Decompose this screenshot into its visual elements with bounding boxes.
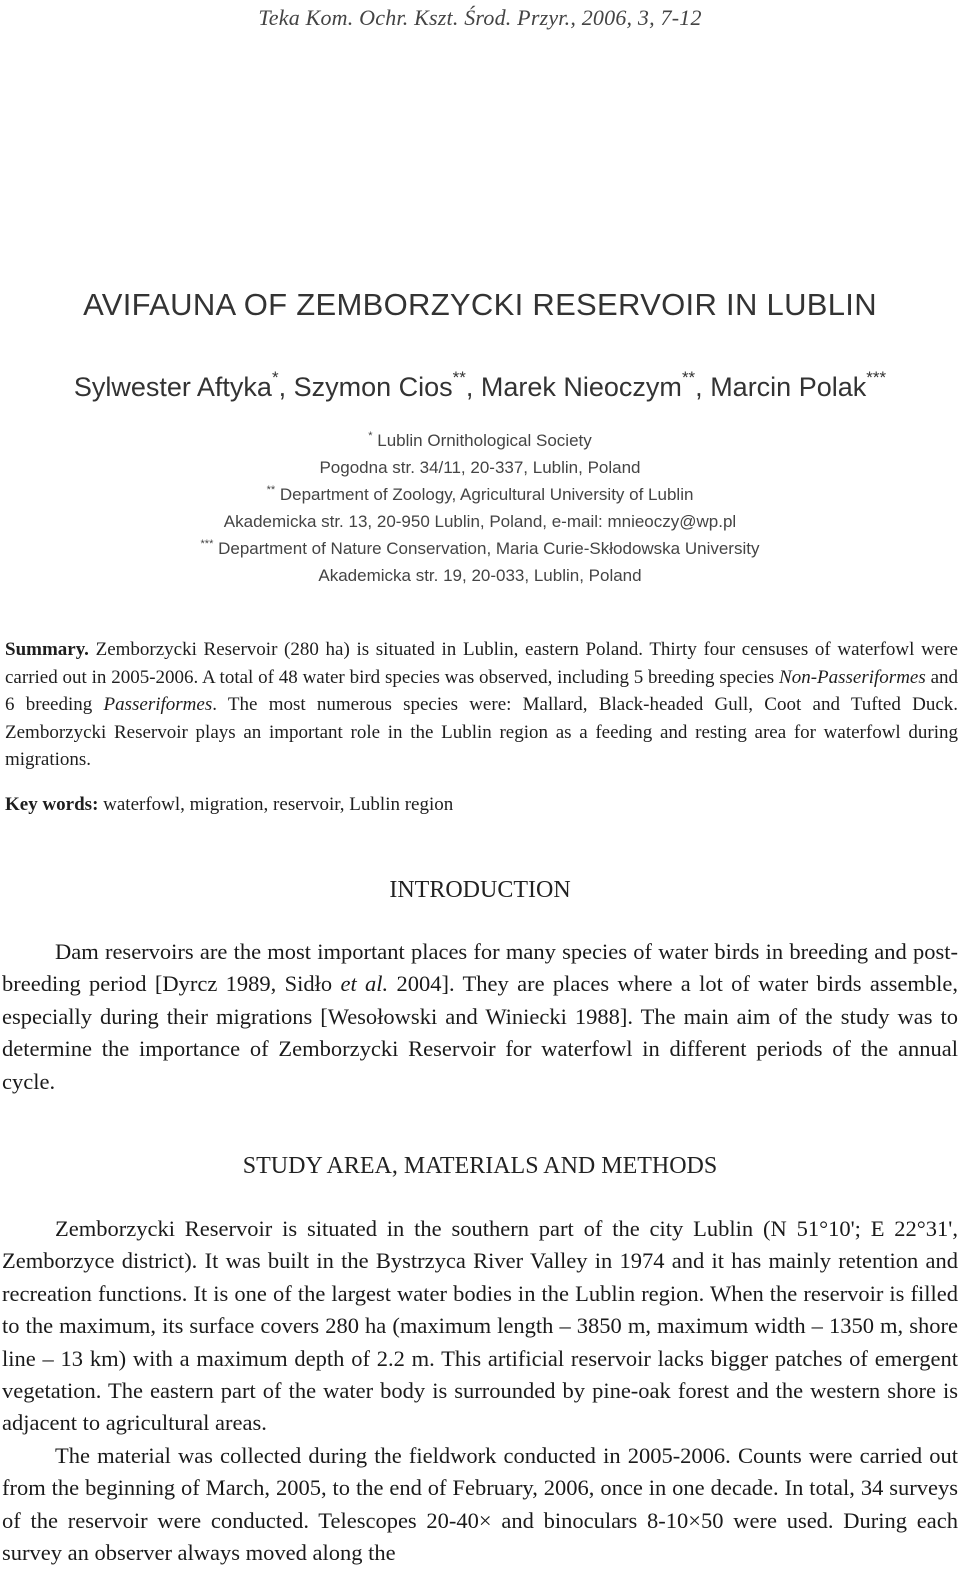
- study-area-paragraph: Zemborzycki Reservoir is situated in the southern part of the city Lublin (N 51°10'; E 22°31', Zemborzyce district). It was built in the Bystrzyca River Valley in 1974 and it has mainly retention and recreation functions. It is one of the largest water bodies in the Lublin region. When the reservoir is filled to the maximum, its surface covers 280 ha (maximum length – 3850 m, maximum width – 1350 m, shore line – 13 km) with a maximum depth of 2.2 m. This artificial reservoir lacks bigger patches of emergent vegetation. The eastern part of the water body is surrounded by pine-oak forest and the western shore is adjacent to agricultural areas.: [2, 1216, 958, 1436]
- section-heading-introduction: INTRODUCTION: [389, 877, 571, 903]
- affiliation-line: Akademicka str. 19, 20-033, Lublin, Poland: [318, 566, 642, 585]
- affiliation-line: Akademicka str. 13, 20-950 Lublin, Poland, e-mail: mnieoczy@wp.pl: [223, 512, 737, 531]
- affiliation-line: Pogodna str. 34/11, 20-337, Lublin, Poland: [319, 458, 641, 477]
- section-heading-study-area: STUDY AREA, MATERIALS AND METHODS: [242, 1153, 718, 1179]
- taxon-name: Passeriformes: [103, 694, 213, 716]
- keywords-label: Key words:: [5, 794, 99, 815]
- author-name: Marcin Polak: [710, 372, 867, 402]
- author-mark: **: [681, 368, 696, 387]
- affiliation-mark: ***: [200, 538, 214, 550]
- summary-label: Summary.: [5, 639, 89, 660]
- author-list: Sylwester Aftyka*, Szymon Cios**, Marek Nieoczym**, Marcin Polak***: [73, 368, 887, 402]
- introduction-paragraph: Dam reservoirs are the most important places for many species of water birds in breeding and post-breeding period [Dyrcz 1989, Sidło et al. 2004]. They are places where a lot of water birds assemble, especially during their migrations [Wesołowski and Winiecki 1988]. The main aim of the study was to determine the importance of Zemborzycki Reservoir for waterfowl in different periods of the annual cycle.: [2, 939, 958, 1094]
- et-al: et al.: [340, 971, 389, 997]
- keywords-line: Key words: waterfowl, migration, reservoir, Lublin region: [5, 794, 454, 815]
- materials-paragraph: The material was collected during the fieldwork conducted in 2005-2006. Counts were carried out from the beginning of March, 2005, to the end of February, 2006, once in one decade. In total, 34 surveys of the reservoir were conducted. Telescopes 20-40× and binoculars 8-10×50 were used. During each survey an observer always moved along the: [2, 1442, 958, 1566]
- affiliation-line: * Lublin Ornithological Society: [368, 430, 592, 450]
- author-mark: ***: [866, 368, 887, 387]
- affiliation-mark: **: [266, 484, 276, 496]
- summary-paragraph: Summary. Zemborzycki Reservoir (280 ha) is situated in Lublin, eastern Poland. Thirty four censuses of waterfowl were carried out in 2005-2006. A total of 48 water bird species was observed, including 5 breeding species Non-Passeriformes and 6 breeding Passeriformes. The most numerous species were: Mallard, Black-headed Gull, Coot and Tufted Duck. Zemborzycki Reservoir plays an important role in the Lublin region as a feeding and resting area for waterfowl during migrations.: [5, 639, 959, 771]
- author-mark: **: [452, 368, 466, 387]
- author-name: Marek Nieoczym: [480, 372, 682, 402]
- study-area-section: [2, 1213, 958, 1569]
- affiliation-line: *** Department of Nature Conservation, Maria Curie-Skłodowska University: [200, 538, 760, 558]
- paper-title: AVIFAUNA OF ZEMBORZYCKI RESERVOIR IN LUBLIN: [83, 287, 877, 322]
- journal-citation: Teka Kom. Ochr. Kszt. Środ. Przyr., 2006, 3, 7-12: [258, 5, 702, 30]
- author-name: Szymon Cios: [293, 372, 453, 402]
- affiliation-line: ** Department of Zoology, Agricultural University of Lublin: [266, 484, 694, 504]
- author-mark: *: [271, 368, 279, 387]
- author-name: Sylwester Aftyka: [73, 372, 272, 402]
- affiliation-mark: *: [368, 430, 373, 442]
- taxon-name: Non-Passeriformes: [779, 666, 926, 688]
- affiliations: [0, 427, 960, 589]
